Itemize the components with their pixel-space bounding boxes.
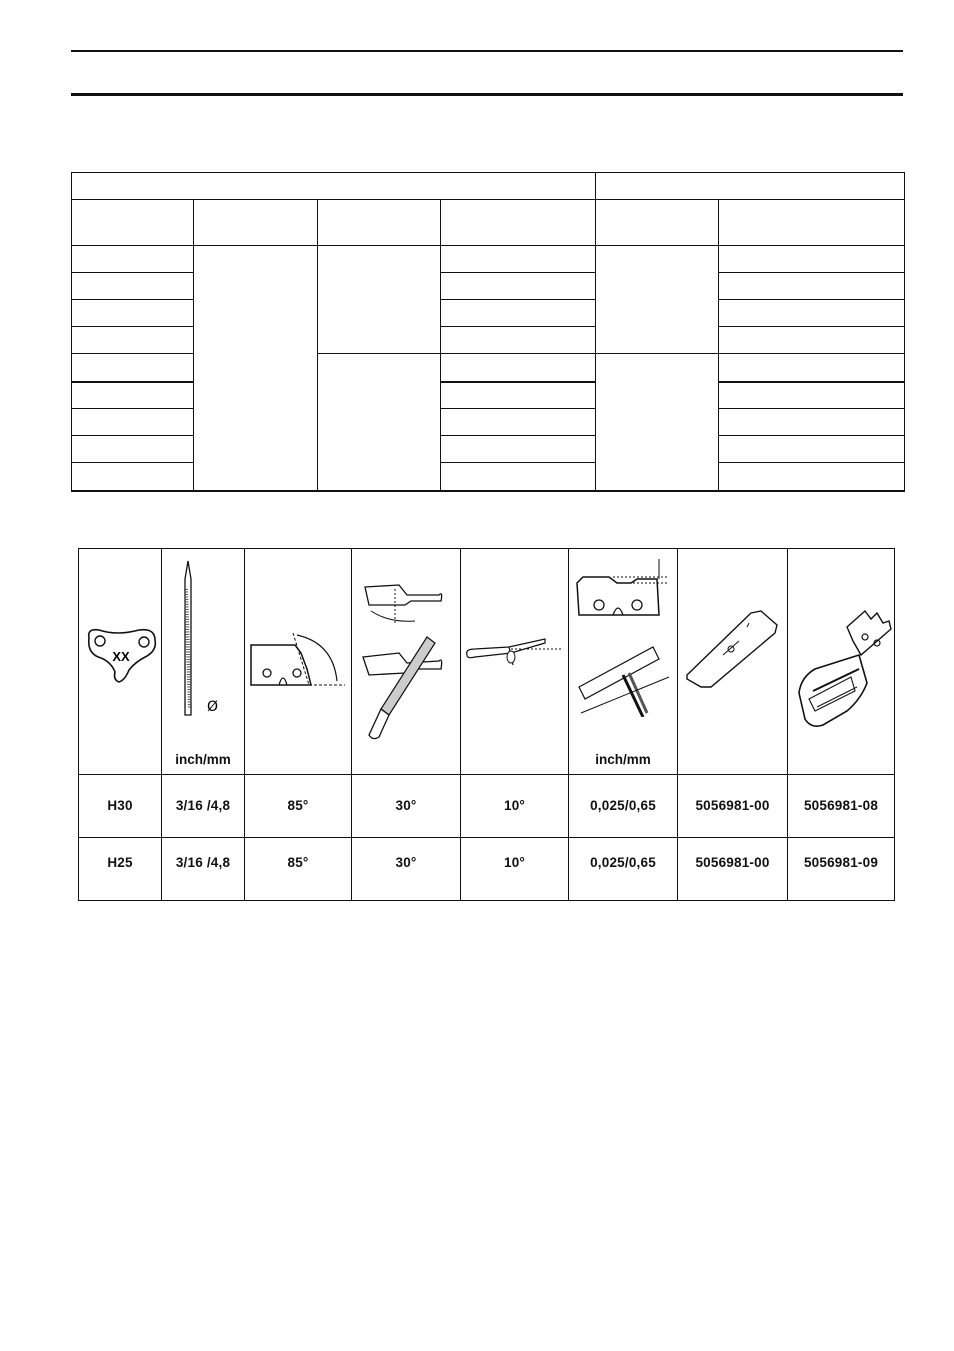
file-guide-h25: 5056981-09 bbox=[803, 855, 879, 870]
file-guide-angle-h30: 10° bbox=[503, 798, 525, 813]
depth-gauge-unit-label: inch/mm bbox=[595, 752, 651, 767]
sharpening-table bbox=[78, 548, 895, 901]
chain-marking-icon bbox=[83, 624, 159, 686]
file-diameter-h25: 3/16 /4,8 bbox=[175, 855, 231, 870]
file-guide-h30: 5056981-08 bbox=[803, 798, 879, 813]
round-file-icon bbox=[179, 559, 239, 721]
cutting-angle-icon bbox=[355, 577, 457, 743]
file-guide-angle-h25: 10° bbox=[503, 855, 525, 870]
chain-h25: H25 bbox=[107, 855, 133, 870]
file-diameter-h30: 3/16 /4,8 bbox=[175, 798, 231, 813]
file-unit-label: inch/mm bbox=[175, 752, 231, 767]
depth-gauge-setting-h25: 0,025/0,65 bbox=[590, 855, 656, 870]
specification-grid bbox=[71, 172, 905, 492]
depth-gauge-tool-icon bbox=[683, 605, 783, 691]
svg-text:Ø: Ø bbox=[207, 699, 219, 715]
cutting-angle-h30: 30° bbox=[395, 798, 417, 813]
depth-gauge-tool-h30: 5056981-00 bbox=[695, 798, 770, 813]
depth-gauge-icon bbox=[573, 557, 673, 717]
file-guide-angle-icon bbox=[463, 629, 567, 673]
top-plate-angle-h25: 85° bbox=[287, 855, 309, 870]
header-rule-bottom bbox=[71, 93, 903, 96]
chain-h30: H30 bbox=[107, 798, 133, 813]
depth-gauge-tool-h25: 5056981-00 bbox=[695, 855, 770, 870]
header-rule-top bbox=[71, 50, 903, 52]
depth-gauge-setting-h30: 0,025/0,65 bbox=[590, 798, 656, 813]
top-plate-angle-icon bbox=[249, 629, 349, 689]
top-plate-angle-h30: 85° bbox=[287, 798, 309, 813]
file-guide-icon bbox=[791, 607, 895, 731]
cutting-angle-h25: 30° bbox=[395, 855, 417, 870]
svg-text:XX: XX bbox=[112, 649, 130, 664]
